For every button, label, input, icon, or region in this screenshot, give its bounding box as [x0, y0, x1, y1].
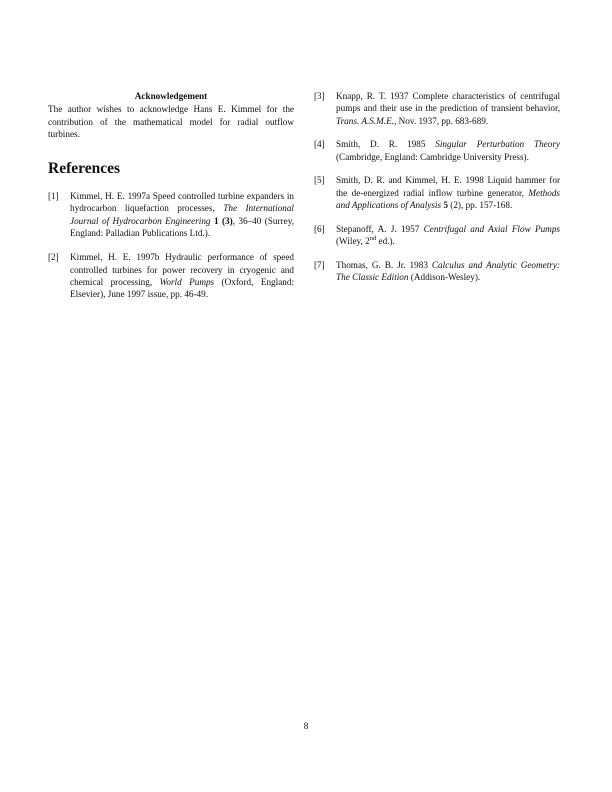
reference-text-run: 5 — [443, 200, 448, 211]
reference-list-left — [48, 190, 294, 300]
reference-text — [336, 224, 560, 246]
reference-text-run: 1 — [213, 215, 219, 226]
reference-number: [6] — [314, 223, 325, 234]
page-number: 8 — [303, 721, 309, 731]
reference-number: [1] — [48, 191, 59, 202]
reference-item — [314, 259, 560, 284]
reference-text-run: Thomas, G. B. Jr. 1983 — [336, 259, 432, 270]
reference-text-run: Smith, D. R. 1985 — [336, 139, 436, 150]
reference-text-run: Calculus and Analytic Geometry: The Classic Edition — [336, 259, 560, 283]
reference-text-run: ed.). — [376, 236, 395, 247]
reference-text-run: , 36–40 (Surrey, England: Palladian Publications Ltd.). — [70, 215, 294, 239]
reference-item — [314, 223, 560, 248]
reference-list-right — [314, 90, 560, 284]
reference-number: [2] — [48, 252, 59, 263]
acknowledgement-body: The author wishes to acknowledge Hans E. Kimmel for the contribution of the mathematical model for radial outflow turbines. — [48, 104, 294, 139]
reference-text — [70, 252, 294, 299]
acknowledgement-title: Acknowledgement — [134, 91, 208, 101]
reference-text-run: (Wiley, 2 — [336, 236, 370, 247]
reference-text — [70, 191, 294, 238]
reference-text-run: World Pumps — [159, 276, 215, 287]
reference-text-run: Centrifugal and Axial Flow Pumps — [423, 223, 560, 234]
reference-text — [336, 139, 560, 161]
reference-text-run: (3) — [221, 215, 233, 226]
left-column — [48, 90, 294, 313]
reference-text-run: Kimmel, H. E. 1997a Speed controlled turbine expanders in hydrocarbon liquefaction processes, — [70, 191, 294, 214]
reference-text-run: (Cambridge, England: Cambridge University Press). — [336, 151, 529, 162]
reference-text — [336, 91, 560, 126]
reference-text-run: Kimmel, H. E. 1997b Hydraulic performance of speed controlled turbines for power recovery in cryogenic and chemical processing, — [70, 252, 294, 287]
reference-text-run: (2), pp. 157-168. — [447, 200, 513, 211]
reference-text-run: Singular Perturbation Theory — [435, 139, 560, 150]
references-heading: References — [48, 160, 121, 178]
reference-text-run: Knapp, R. T. 1937 Complete characteristics of centrifugal pumps and their use in the prediction of transient behavior, — [336, 91, 560, 114]
reference-text — [336, 175, 560, 210]
reference-text-run: Smith, D. R. and Kimmel, H. E. 1998 Liquid hammer for the de-energized radial inflow turbine generator, — [336, 175, 560, 198]
reference-text-run: nd — [369, 235, 377, 243]
reference-text-run: Trans. A.S.M.E. — [336, 115, 395, 126]
reference-text — [336, 260, 560, 282]
reference-text-run: Methods and Applications of Analysis — [336, 187, 560, 211]
right-column — [314, 90, 560, 295]
reference-item — [314, 90, 560, 127]
reference-number: [7] — [314, 259, 325, 270]
reference-item — [314, 138, 560, 163]
reference-item — [48, 251, 294, 300]
reference-text-run: (Addison-Wesley). — [408, 272, 481, 283]
reference-number: [5] — [314, 175, 325, 186]
reference-text-run: Stepanoff, A. J. 1957 — [336, 223, 424, 234]
reference-text-run: , Nov. 1937, pp. 683-689. — [394, 115, 489, 126]
reference-number: [4] — [314, 139, 325, 150]
reference-text-run: (Oxford, England: Elsevier), June 1997 issue, pp. 46-49. — [70, 276, 295, 300]
reference-item — [314, 174, 560, 211]
reference-text-run: The International Journal of Hydrocarbon Engineering — [70, 203, 294, 226]
reference-item — [48, 190, 294, 239]
reference-number: [3] — [314, 91, 325, 101]
